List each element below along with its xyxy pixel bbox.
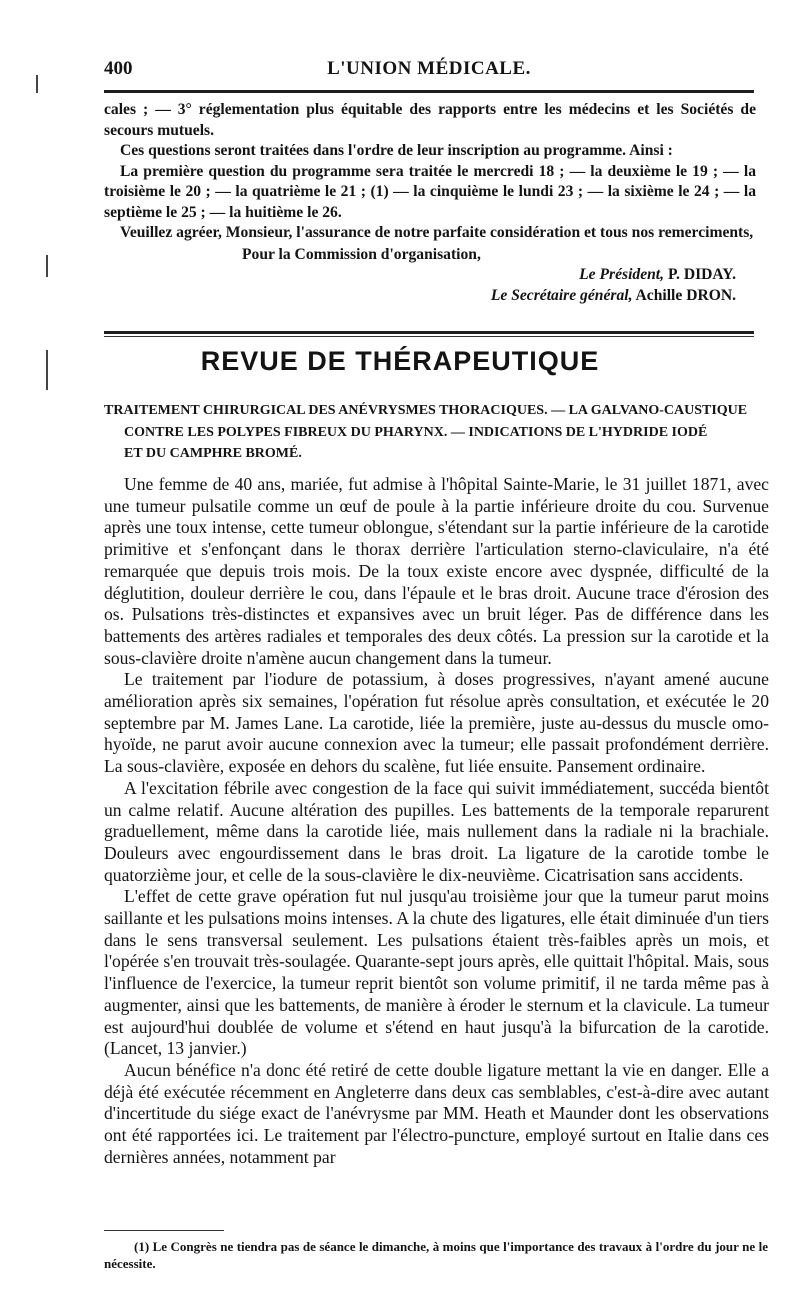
secretary-title: Le Secrétaire général,	[490, 286, 633, 304]
section-title: REVUE DE THÉRAPEUTIQUE	[200, 346, 600, 376]
secretary-name: Achille DRON.	[635, 286, 736, 304]
letter-paragraph: La première question du programme sera traitée le mercredi 18 ; — la deuxième le 19 ; — la troisième le 20 ; — la quatrième le 21 ; (1) — la cinquième le lundi 23 ; — la sixième le 24 ; — la septième le 25 ; — la huitième le 26.	[104, 162, 756, 221]
president-title: Le Président,	[579, 266, 665, 283]
page-header	[104, 58, 754, 88]
footnote-rule	[104, 1230, 224, 1231]
signature-secretary	[104, 286, 736, 307]
margin-mark	[46, 255, 48, 277]
page-number: 400	[104, 58, 133, 79]
section-rule-thin	[104, 336, 754, 337]
letter-paragraph: Ces questions seront traitées dans l'ordre de leur inscription au programme. Ainsi :	[120, 142, 673, 159]
article-paragraph: Le traitement par l'iodure de potassium, à doses progressives, n'ayant amené aucune amélioration après six semaines, l'opération fut résolue après consultation, et exécutée le 20 septembre par M. James Lane. La carotide, liée la première, juste au-dessus du muscle omo-hyoïde, ne parut avoir aucune connexion avec la tumeur; elle passait profondément derrière. La sous-clavière, exposée en dehors du scalène, fut liée ensuite. Pansement ordinaire.	[104, 669, 769, 777]
article-paragraph: L'effet de cette grave opération fut nul jusqu'au troisième jour que la tumeur parut moins saillante et les pulsations moins intenses. A la chute des ligatures, elle était diminuée d'un tiers dans le sens transversal seulement. Les pulsations étaient très-faibles après un mois, et l'opérée s'en trouvait très-soulagée. Quarante-sept jours après, elle quittait l'hôpital. Mais, sous l'influence de l'exercice, la tumeur reprit bientôt son volume primitif, il ne tarda même pas à augmenter, ainsi que les battements, de manière à éroder le sternum et la clavicule. La tumeur est aujourd'hui doublée de volume et s'étend en haut jusqu'à la bifurcation de la carotide. (Lancet, 13 janvier.)	[104, 886, 769, 1059]
running-title: L'UNION MÉDICALE.	[327, 58, 531, 79]
article-paragraph: Une femme de 40 ans, mariée, fut admise à l'hôpital Sainte-Marie, le 31 juillet 1871, avec une tumeur pulsatile comme un œuf de poule à la partie inférieure droite du cou. Survenue après une toux intense, cette tumeur oblongue, s'étendant sur la partie inférieure de la carotide primitive et s'enfonçant dans le thorax derrière l'articulation sterno-claviculaire, n'a été remarquée que depuis trois mois. De la toux existe encore avec dyspnée, difficulté de la déglutition, douleur derrière le cou, dans l'épaule et le bras droit. Aucune trace d'érosion des os. Pulsations très-distinctes et expansives avec un bruit léger. Pas de différence dans les battements des artères radiales et temporales des deux côtés. La pression sur la carotide et la sous-clavière droite n'amène aucun changement dans la tumeur.	[104, 474, 769, 668]
signature-for: Pour la Commission d'organisation,	[242, 245, 481, 263]
footnote: (1) Le Congrès ne tiendra pas de séance le dimanche, à moins que l'importance des travaux à l'ordre du jour ne le nécessite.	[104, 1239, 768, 1271]
letter-block	[104, 100, 756, 306]
subheading-line: ET DU CAMPHRE BROMÉ.	[124, 446, 302, 461]
article-paragraph: A l'excitation fébrile avec congestion de la face qui suivit immédiatement, succéda bientôt un calme relatif. Aucune altération des pupilles. Les battements de la temporale reparurent graduellement, même dans la carotide liée, mais nullement dans la radiale ni la brachiale. Douleurs avec engourdissement dans le bras droit. La ligature de la carotide tombe le quatorzième jour, et celle de la sous-clavière le dix-neuvième. Cicatrisation sans accidents.	[104, 777, 769, 885]
subheading-line: CONTRE LES POLYPES FIBREUX DU PHARYNX. — INDICATIONS DE L'HYDRIDE IODÉ	[124, 424, 708, 440]
article-subheading	[104, 400, 758, 465]
article-body	[104, 474, 769, 1169]
section-rule-top	[104, 331, 754, 334]
letter-paragraph: cales ; — 3° réglementation plus équitable des rapports entre les médecins et les Sociétés de secours mutuels.	[104, 101, 756, 139]
president-name: P. DIDAY.	[667, 266, 736, 283]
margin-mark	[36, 75, 38, 93]
subheading-line: TRAITEMENT CHIRURGICAL DES ANÉVRYSMES THORACIQUES. — LA GALVANO-CAUSTIQUE	[104, 403, 748, 418]
letter-paragraph: Veuillez agréer, Monsieur, l'assurance de notre parfaite considération et tous nos remerciments,	[120, 224, 754, 241]
signature-president	[104, 265, 736, 286]
article-paragraph: Aucun bénéfice n'a donc été retiré de cette double ligature mettant la vie en danger. Elle a déjà été exécutée récemment en Angleterre dans deux cas semblables, c'est-à-dire avec autant d'incertitude du siége exact de l'anévrysme par MM. Heath et Maunder dont les observations ont été rapportées ici. Le traitement par l'électro-puncture, employé surtout en Italie dans ces dernières années, notamment par	[104, 1059, 769, 1167]
margin-mark	[46, 350, 48, 390]
header-rule	[104, 90, 754, 93]
